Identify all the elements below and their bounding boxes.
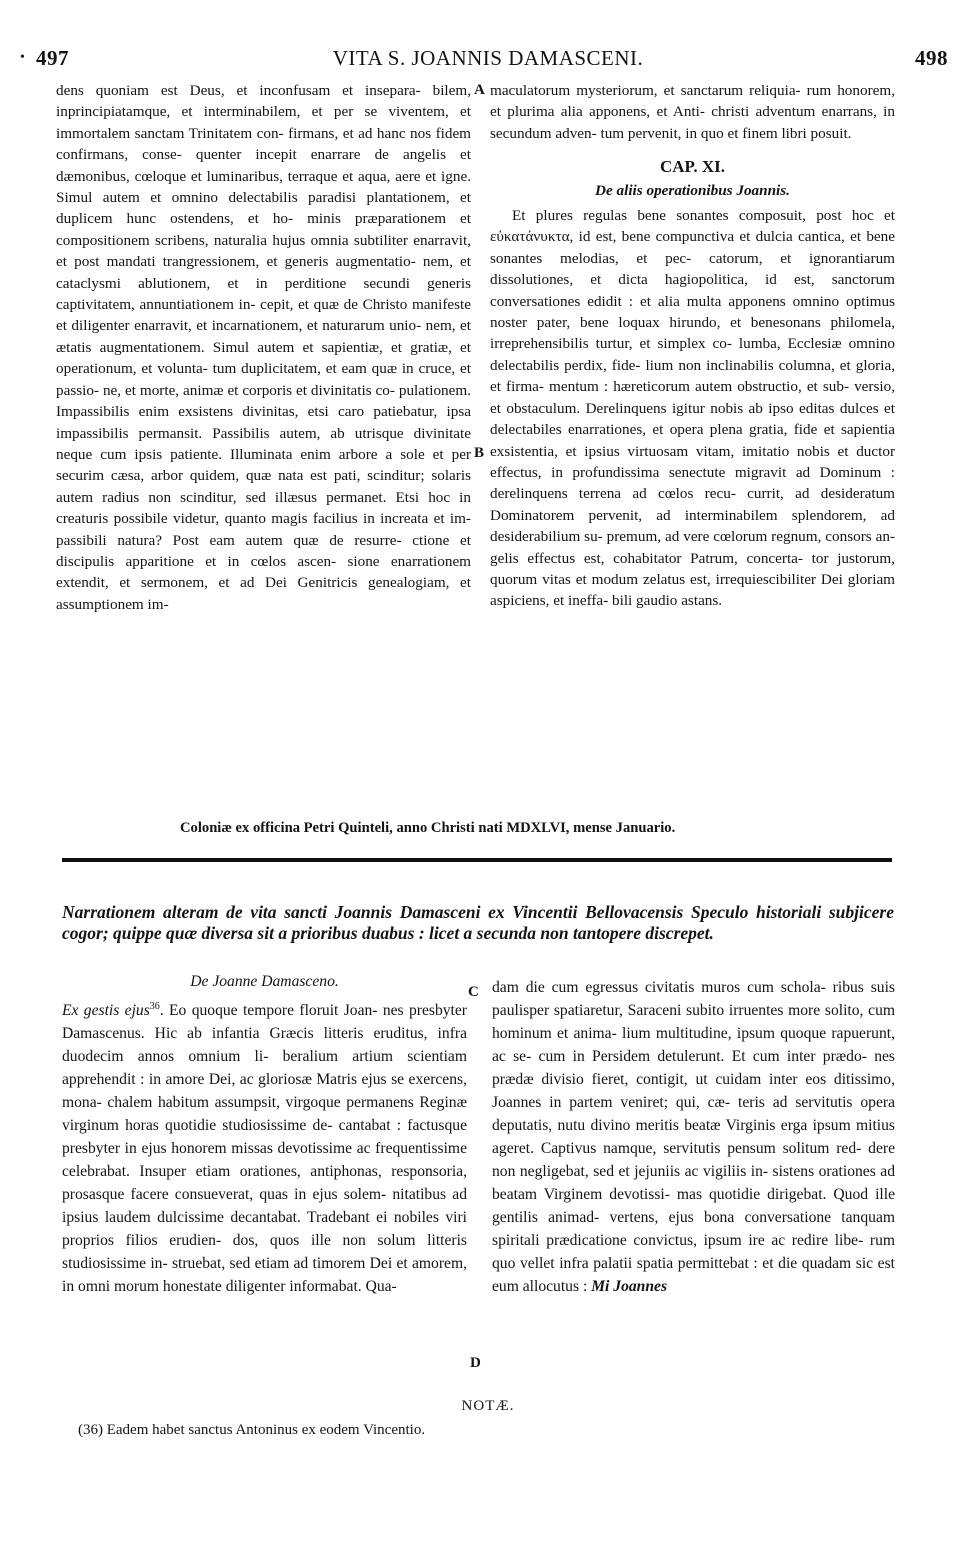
intro-paragraph: Narrationem alteram de vita sancti Joannis Damasceni ex Vincentii Bellovacensis Speculo historiali subjicere cogor; quippe quæ diversa sit a prioribus duabus : licet a secunda non tantopere discrepet.	[62, 902, 894, 943]
top-right-text-1: maculatorum mysteriorum, et sanctarum reliquia- rum honorem, et plurima alia apponens, et Anti- christi adventum enarrans, in secundum adven- tum pervenit, in quo et finem libri posuit.	[490, 82, 895, 142]
top-left-column	[56, 80, 471, 615]
bottom-right-text: dam die cum egressus civitatis muros cum schola- ribus suis paulisper spatiaretur, Saraceni subito irruentes more solito, cum hominum et anima- lium multitudine, ipsum quoque rapuerunt, ac se- cum in Persidem detulerunt. Et cum inter prædo- nes prædæ divisio fieret, contigit, ut cuidam inter eos ditissimo, Joannes in partem veniret; qui, cæ- teris ad servitutis opera deputatis, nutu divino meritis beatæ Virginis erga ipsum mitius ageret. Captivus namque, servitutis pensum solitum red- dere non negligebat, sed et jejuniis ac vigiliis in- sistens orationes ad beatam Virginem devotissi- mas quotidie dirigebat. Quod ille gentilis animad- vertens, ejus bona conversatione tanquam spiritali prædicatione convictus, ipsum ire ac redire libe- rum quo vellet infra palatii spatia permittebat : et die quadam sic est eum allocutus :	[492, 979, 895, 1295]
bottom-right-column	[492, 976, 895, 1298]
source-label: Ex gestis ejus	[62, 1002, 150, 1020]
footnote-36: (36) Eadem habet sanctus Antoninus ex eodem Vincentio.	[78, 1422, 426, 1438]
top-right-text-2: Et plures regulas bene sonantes composuit, post hoc et εὐκατάνυκτα, id est, bene compunctiva et dulcia cantica, et bene sonantes melodias, et pec- catorum, et ignorantiarum dissolutiones, et dicta hagiopolitica, id est, sanctorum conversationes edidit : et alia multa apponens omnino optimus noster pater, bene loquax hirundo, et benesonans philomela, irreprehensibilis turtur, et simplex co- lumba, Ecclesiæ omnino delectabilis perdix, fide- lium non inclinabilis columna, et gloria, et firma- mentum : hæreticorum autem obstructio, et sub- versio, et obstaculum. Derelinquens igitur nobis ab ipso editas dulces et delectabiles enarrationes, et opera plena gratia, fide et sapientia exsistentia, et ipsius virtuosam vitam, imitatio nobis et ductor effectus, in profundissima senectute migravit ad Dominum : derelinquens terrena ad cœlos recu- currit, ad desideratum Dominatorem pervenit, ad interminabilem splendorem, ad desiderabilium su- premum, ad vere cœlorum regnum, consors an- gelis effectus est, cohabitator Patrum, concerta- tor justorum, quorum vitas et modum zelatus est, irrequiescibiliter Dei gloriam aspiciens, et ineffa- bili gaudio astans.	[490, 207, 895, 610]
top-left-text: dens quoniam est Deus, et inconfusam et insepara- bilem, inprincipiatamque, et interminabilem, et per se viventem, et immortalem sanctam Trinitatem con- firmans, et ad hanc nos fidem confirmans, conse- quenter incepit enarrare de angelis et dæmonibus, cœloque et luminaribus, terraque et aqua, aere et igne. Simul autem et omnino delectabilis paradisi plantationem, et duplicem hunc ostendens, et ho- minis præparationem et compositionem scribens, naturalia hujus omnia subtiliter enarravit, et post mandati trangressionem, et generis augmentatio- nem, et cataclysmi ablutionem, et in perditione secundi generis captivitatem, annuntiationem in- cepit, et quæ de Christo manifeste et diligenter enarravit, et incarnationem, et naturarum unio- nem, et ætatis augmentationem. Simul autem et sapientiæ, et gratiæ, et operationum, et volunta- tum duplicitatem, et eam quæ in cruce, et passio- ne, et morte, animæ et corporis et divinitatis co- pulationem. Impassibilis enim exsistens divinitas, etsi caro patiebatur, ipsa impassibilis permansit. Passibilis autem, ab utrisque divinitate neque cum ipsis patiente. Illuminata enim arbore a sole et per securim cæsa, arbor quidem, quæ nata est pati, scinditur; solaris autem radius non scinditur, sed illæsus permanet. Etsi hoc in creaturis possibile videtur, quanto magis facilius in increata et im- passibili natura? Post eam autem quæ de resurre- ctione et discipulis apparitione et in cœlos ascen- sione enarrationem extendit, et sermonem, et ad Dei Genitricis genealogiam, et assumptionem im-	[56, 82, 471, 613]
page-number-left: 497	[36, 46, 69, 70]
margin-dot: •	[20, 50, 25, 65]
colophon: Coloniæ ex officina Petri Quinteli, anno Christi nati MDXLVI, mense Januario.	[180, 820, 676, 836]
chapter-title: CAP. XI.	[659, 157, 726, 177]
section-marker-b: B	[474, 445, 485, 461]
section-marker-d: D	[470, 1355, 481, 1371]
bottom-right-tail: Mi Joannes	[591, 1278, 668, 1295]
bottom-left-text: . Eo quoque tempore floruit Joan- nes presbyter Damascenus. Hic ab infantia Græcis litteris eruditus, infra duodecim annos omnium li- beralium artium scientiam apprehendit : in amore Dei, ac gloriosæ Matris ejus se exercens, mona- chalem habitum assumpsit, virgoque permanens Reginæ virginum horas quotidie studiosissime de- cantabat : factusque presbyter in ejus honorem missas devotissime ac frequentissime celebrabat. Insuper etiam orationes, antiphonas, responsoria, prosasque facere consueverat, quas in ejus solem- nitatibus ad ipsius laudem dulcissime decantabat. Tradebant ei nobiles viri proprios filios erudien- dos, quos ille non solum litteris studiosissime in- struebat, sed etiam ad timorem Dei et amorem, in omni morum honestate diligenter informabat. Qua-	[62, 1002, 467, 1296]
bottom-left-column	[62, 970, 467, 1298]
horizontal-rule	[62, 858, 892, 862]
chapter-subtitle: De aliis operationibus Joannis.	[595, 181, 790, 199]
running-title: VITA S. JOANNIS DAMASCENI.	[332, 46, 644, 70]
section-marker-c: C	[468, 984, 479, 1000]
section-marker-a: A	[474, 82, 485, 98]
notes-heading: NOTÆ.	[461, 1398, 515, 1414]
top-right-column	[490, 80, 895, 612]
section-heading: De Joanne Damasceno.	[190, 973, 339, 990]
page-header	[28, 46, 948, 72]
page-number-right: 498	[915, 46, 948, 70]
footnote-ref: 36	[149, 1001, 160, 1012]
